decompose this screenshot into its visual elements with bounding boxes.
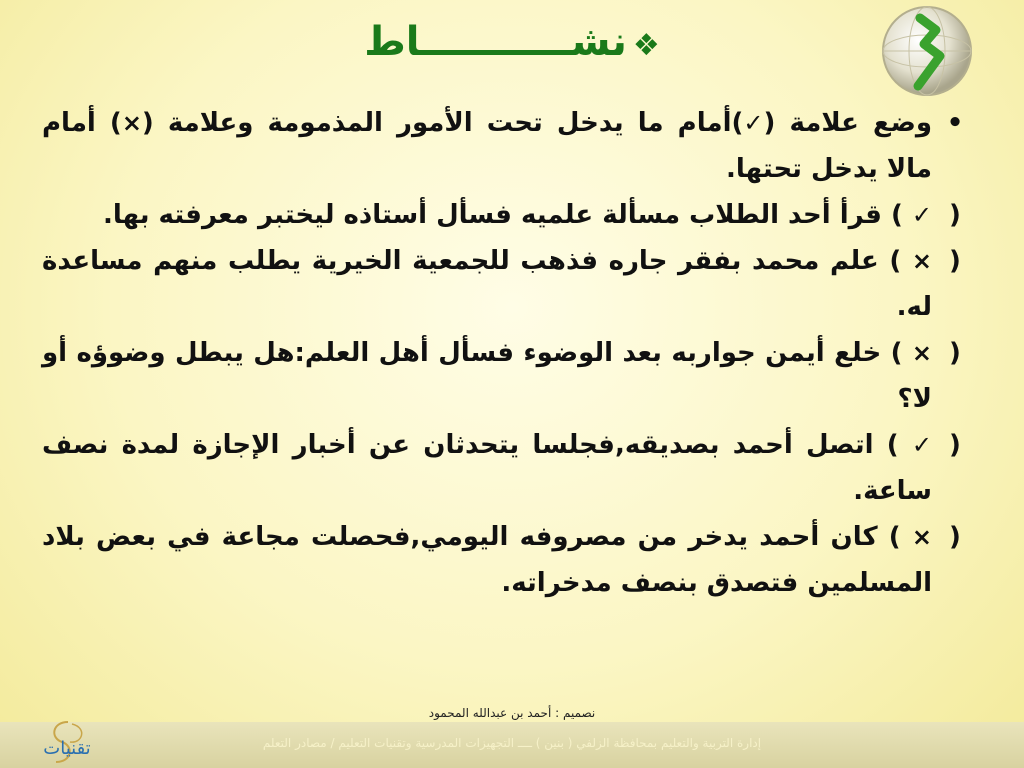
list-item (42, 422, 972, 514)
instruction-text-after: ) أمام مالا يدخل تحتها. (42, 108, 932, 184)
item-close-paren: ) (886, 430, 899, 460)
item-close-paren: ) (890, 338, 903, 368)
check-icon: ✓ (911, 201, 932, 229)
cross-icon: × (911, 247, 933, 275)
item-text: علم محمد بفقر جاره فذهب للجمعية الخيرية يطلب منهم مساعدة له. (42, 246, 932, 322)
activity-content (42, 100, 972, 606)
item-text: خلع أيمن جواربه بعد الوضوء فسأل أهل العلم:هل يبطل وضوؤه أو لا؟ (42, 338, 932, 414)
list-item (42, 330, 972, 422)
item-open-paren: ( (949, 522, 961, 552)
cross-icon: × (911, 523, 932, 551)
cross-icon: × (911, 339, 932, 367)
item-open-paren: ( (949, 338, 961, 368)
footer-org-text: إدارة التربية والتعليم بمحافظة الزلفي ( بنين ) ــــ التجهيزات المدرسية وتقنيات التعليم / مصادر التعلم (262, 736, 762, 750)
tech-logo-icon (22, 718, 112, 766)
list-item (42, 192, 972, 238)
item-text: اتصل أحمد بصديقه,فجلسا يتحدثان عن أخبار الإجازة لمدة نصف ساعة. (42, 430, 932, 506)
list-item (42, 238, 972, 330)
instruction-paragraph (42, 100, 972, 192)
diamond-cluster-icon: ❖ (632, 28, 660, 63)
item-close-paren: ) (890, 200, 903, 230)
slide-title-text: نشـــــــــــاط (364, 19, 627, 65)
item-close-paren: ) (888, 522, 901, 552)
item-open-paren: ( (949, 246, 961, 276)
check-icon: ✓ (743, 109, 764, 137)
designer-credit: نصميم : أحمد بن عبدالله المحمود (428, 706, 596, 720)
slide-title (0, 14, 1024, 74)
list-item (42, 514, 972, 606)
instruction-text-before: وضع علامة ( (763, 108, 932, 138)
instruction-text-between: )أمام ما يدخل تحت الأمور المذمومة وعلامة ( (141, 108, 744, 138)
item-close-paren: ) (889, 246, 902, 276)
bullet-icon: • (946, 108, 964, 138)
check-icon: ✓ (911, 431, 932, 459)
item-text: قرأ أحد الطلاب مسألة علميه فسأل أستاذه ليختبر معرفته بها. (102, 200, 882, 230)
footer-logo-text: تقنيات (43, 738, 91, 759)
item-open-paren: ( (949, 200, 961, 230)
item-open-paren: ( (949, 430, 961, 460)
cross-icon: × (121, 109, 142, 137)
item-text: كان أحمد يدخر من مصروفه اليومي,فحصلت مجاعة في بعض بلاد المسلمين فتصدق بنصف مدخراته. (42, 522, 932, 598)
